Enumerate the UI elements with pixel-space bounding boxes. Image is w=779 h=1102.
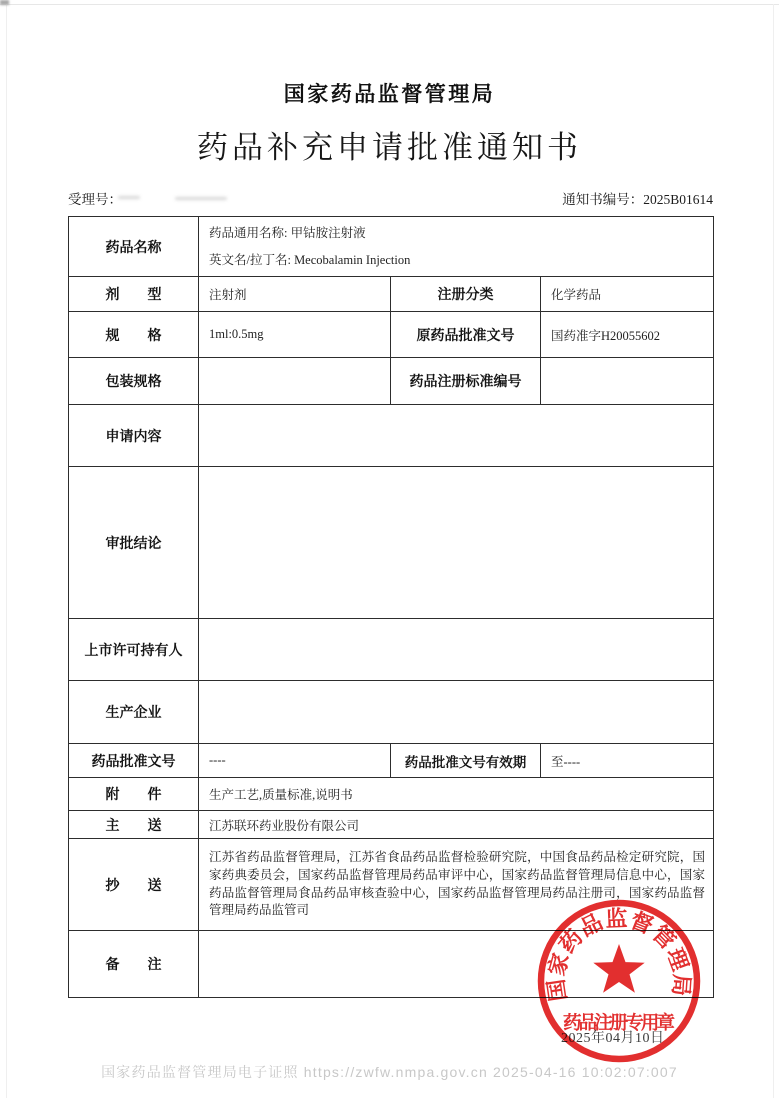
approval-conclusion-value: [199, 467, 714, 619]
stamp-date: 2025年04月10日: [561, 1031, 665, 1046]
scan-corner-mark: [0, 0, 9, 5]
cc-label: 抄 送: [69, 839, 199, 931]
drug-name-label: 药品名称: [69, 217, 199, 277]
orig-approval-no-label: 原药品批准文号: [391, 312, 541, 358]
notice-number: [562, 188, 713, 208]
approval-no-validity-label: 药品批准文号有效期: [391, 744, 541, 778]
table-row: [69, 217, 714, 277]
mah-label: 上市许可持有人: [69, 619, 199, 681]
page-title: 药品补充申请批准通知书: [197, 130, 582, 165]
approval-no-label: 药品批准文号: [69, 744, 199, 778]
star-icon: [593, 944, 644, 993]
orig-approval-no-value: 国药准字H20055602: [541, 312, 714, 358]
package-spec-label: 包装规格: [69, 358, 199, 405]
spec-value: 1ml:0.5mg: [199, 312, 391, 358]
manufacturer-label: 生产企业: [69, 681, 199, 744]
package-spec-value: [199, 358, 391, 405]
approval-notice-table: [68, 216, 714, 998]
official-stamp: [534, 896, 704, 1066]
dosage-form-value: 注射剂: [199, 277, 391, 312]
agency-title: 国家药品监督管理局: [283, 83, 496, 106]
approval-conclusion-label: 审批结论: [69, 467, 199, 619]
table-row: [69, 681, 714, 744]
remarks-label: 备 注: [69, 931, 199, 998]
application-content-label: 申请内容: [69, 405, 199, 467]
notice-number-label: 通知书编号：: [562, 192, 644, 207]
reg-class-value: 化学药品: [541, 277, 714, 312]
approval-no-validity-value: 至----: [541, 744, 714, 778]
page-edge-right: [773, 4, 774, 1098]
redacted-acceptance-number: [175, 197, 227, 200]
stamp-bottom-text: 药品注册专用章: [563, 1012, 675, 1033]
table-row: [69, 467, 714, 619]
table-row: [69, 358, 714, 405]
spec-label: 规 格: [69, 312, 199, 358]
reg-standard-no-value: [541, 358, 714, 405]
table-row: [69, 744, 714, 778]
table-row: [69, 811, 714, 839]
application-content-value: [199, 405, 714, 467]
table-row: [69, 277, 714, 312]
page-edge-top: [0, 4, 779, 5]
main-recipient-label: 主 送: [69, 811, 199, 839]
table-row: [69, 619, 714, 681]
english-name-line: 英文名/拉丁名: Mecobalamin Injection: [209, 252, 411, 267]
notice-number-value: 2025B01614: [643, 192, 713, 207]
electronic-license-watermark: 国家药品监督管理局电子证照 https://zwfw.nmpa.gov.cn 2025-04-16 10:02:07:007: [101, 1064, 678, 1080]
reg-standard-no-label: 药品注册标准编号: [391, 358, 541, 405]
meta-line: [68, 188, 713, 206]
mah-value: [199, 619, 714, 681]
attachments-value: 生产工艺,质量标准,说明书: [199, 778, 714, 811]
attachments-label: 附 件: [69, 778, 199, 811]
manufacturer-value: [199, 681, 714, 744]
redacted-acceptance-number: [118, 196, 140, 199]
acceptance-number-label: 受理号：: [68, 192, 122, 207]
table-row: [69, 312, 714, 358]
generic-name-line: 药品通用名称: 甲钴胺注射液: [209, 226, 366, 241]
dosage-form-label: 剂 型: [69, 277, 199, 312]
main-recipient-value: 江苏联环药业股份有限公司: [199, 811, 714, 839]
table-row: [69, 778, 714, 811]
approval-no-value: ----: [199, 744, 391, 778]
reg-class-label: 注册分类: [391, 277, 541, 312]
page-edge-left: [6, 4, 7, 1098]
stamp-arc-text: 国家药品监督管理局: [543, 905, 695, 1004]
table-row: [69, 405, 714, 467]
drug-name-value: [199, 217, 714, 277]
cc-value: 江苏省药品监督管理局，江苏省食品药品监督检验研究院，中国食品药品检定研究院，国家药典委员会，国家药品监督管理局药品审评中心，国家药品监督管理局信息中心，国家药品监督管理局食品药品审核查验中心，国家药品监督管理局药品注册司，国家药品监督管理局药品监管司: [199, 839, 714, 931]
